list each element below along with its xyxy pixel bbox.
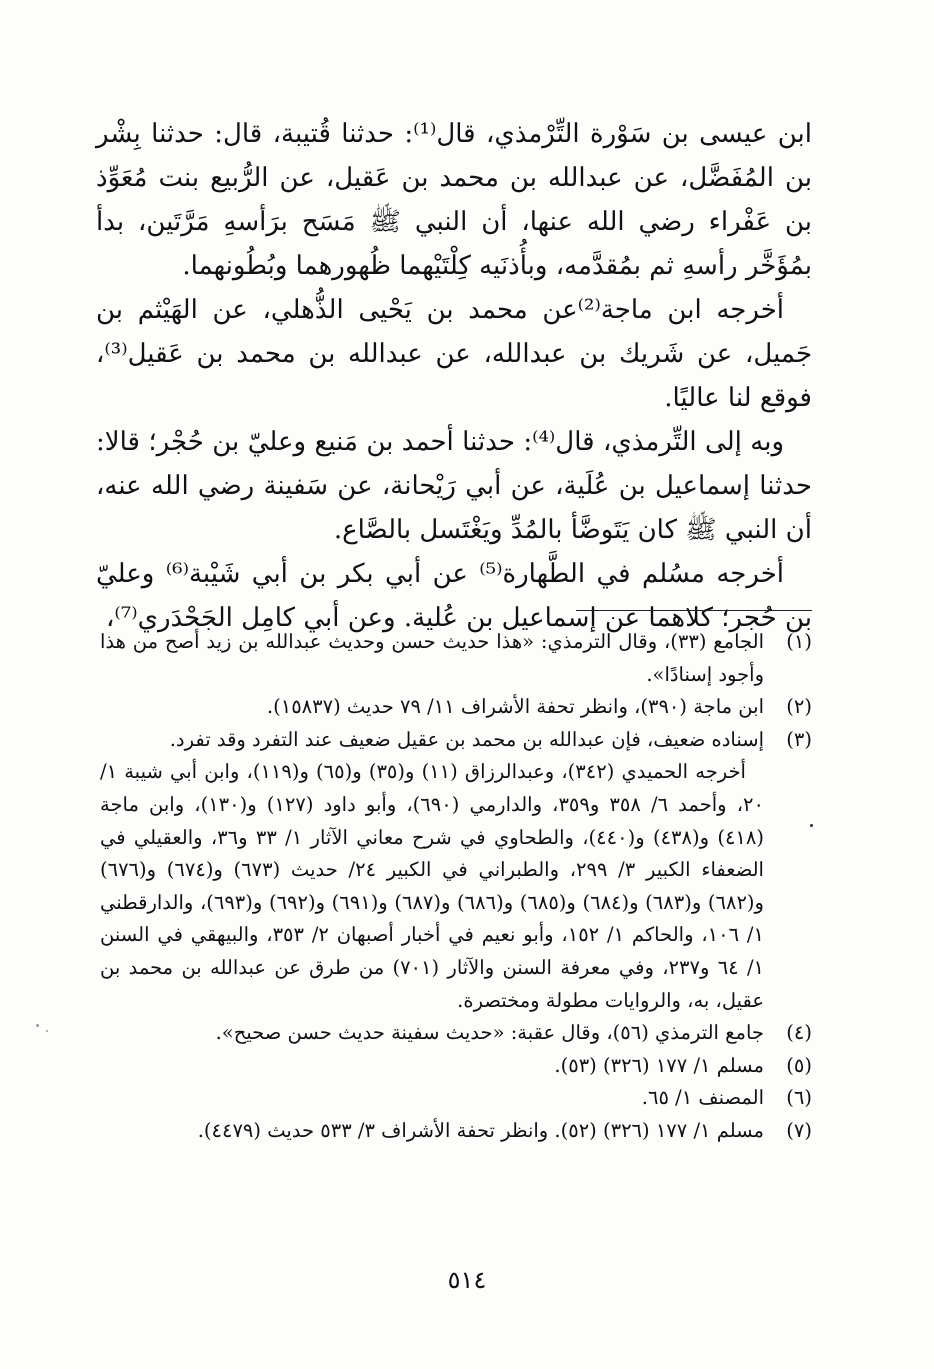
footnote-number: (٧) [786,1118,812,1142]
footnote-body [100,1050,764,1083]
footnote-3 [100,724,812,1017]
footnote-4 [100,1017,812,1050]
footnote-body [100,1017,764,1050]
footnote-line: أخرجه الحميدي (٣٤٢)، وعبدالرزاق (١١) و(٣٥) و(٦٥) و(١١٩)، وابن [204,760,746,784]
footnote-line: والحاكم ١/ ١٥٢، وأبو نعيم في أخبار أصبهان ٢/ ٣٥٣، والبيهقي في السنن [100,923,694,947]
text-line: أخرجه مسُلم في الطَّهارة⁽⁵⁾ عن أبي بكر بن أبي شَيْبة⁽⁶⁾ وعليّ بن [96,559,812,633]
text-line: المُفَضَّل، عن عبدالله بن محمد بن عَقيل، عن الرُّبيع بنت مُعَوِّذ بن عَفْراء [96,163,812,237]
footnote-body [100,626,764,691]
footnote-line: أبي شيبة ١/ ٢٠، وأحمد ٦/ ٣٥٨ و٣٥٩، والدارمي (٦٩٠)، وأبو داود [100,760,764,816]
footnote-body [100,691,764,724]
footnote-line: جامع الترمذي (٥٦)، وقال عقبة: «حديث سفينة حديث حسن صحيح». [215,1021,764,1045]
footnote-7 [100,1115,812,1148]
text-line: رضي الله عنها، أن النبي ﷺ مَسَح برَأسهِ مَرَّتَين، بدأ بمُؤَخَّر رأسهِ ثم [96,207,812,281]
footnote-text [100,691,764,724]
footnote-line: (١٢٧) و(١٣٠)، وابن ماجة (٤١٨) و(٤٣٨) و(٤٤٠)، والطحاوي في شرح [100,792,764,849]
footnote-text [100,1082,764,1115]
footnote-2 [100,691,812,724]
footnote-body [100,724,764,1017]
paragraph-3 [96,420,812,552]
footnote-line: من هذا وأجود إسنادًا». [100,630,764,686]
footnote-number: (٥) [786,1053,812,1077]
scan-speck [36,1024,39,1027]
text-line: حُجر؛ كلاهما عن إسماعيل بن عُلية. وعن أبي كامِل الجَحْدَري⁽⁷⁾، [106,603,777,633]
text-line: بمُقدَّمه، وبأُذنَيه كِلْتَيْهما ظُهورهما وبُطُونهما. [182,251,642,281]
footnote-5 [100,1050,812,1083]
footnote-line: الجامع (٣٣)، وقال الترمذي: «هذا حديث حسن وحديث عبدالله بن زيد أصح [164,630,764,653]
scan-speck [810,824,813,827]
main-text [96,112,812,640]
footnote-text [100,756,764,1017]
footnote-line: مسلم ١/ ١٧٧ (٣٢٦) (٥٢). وانظر تحفة الأشراف ٣/ ٥٣٣ حديث (٤٤٧٩). [197,1118,764,1142]
footnote-line: إسناده ضعيف، فإن عبدالله بن محمد بن عقيل ضعيف عند التفرد وقد تفرد. [169,727,764,751]
footnotes [100,626,812,1148]
footnote-line: ابن ماجة (٣٩٠)، وانظر تحفة الأشراف ١١/ ٧٩ حديث (١٥٨٣٧). [266,695,764,719]
footnote-line: محمد بن عقيل، به، والروايات مطولة ومختصرة. [100,955,764,1012]
text-line: ابن عيسى بن سَوْرة التِّرْمذي، قال⁽¹⁾: حدثنا قُتيبة، قال: حدثنا بِشْر بن [96,119,812,193]
footnote-line: الكبير ٢٤/ حديث (٦٧٣) و(٦٧٤) و(٦٧٦) و(٦٨٢) و(٦٨٣) و(٦٨٤) [100,858,764,914]
text-line: قالا: حدثنا إسماعيل بن عُلَية، عن أبي رَيْحانة، عن سَفينة رضي الله [96,427,812,501]
footnote-text [100,1017,764,1050]
footnote-text [100,626,764,691]
footnote-number: (٢) [786,695,812,719]
footnote-line: معاني الآثار ١/ ٣٣ و٣٦، والعقيلي في الضعفاء الكبير ٣/ ٢٩٩، والطبراني في [100,825,764,882]
footnote-line: و(٦٨٥) و(٦٨٦) و(٦٨٧) و(٦٩١) و(٦٩٢) و(٦٩٣)، والدارقطني ١/ ١٠٦، [100,890,764,947]
footnote-number: (١) [786,630,812,653]
paragraph-1 [96,112,812,288]
text-line: عنه، أن النبي ﷺ كان يَتَوضَّأ بالمُدِّ ويَغْتَسل بالصَّاع. [96,471,812,545]
footnote-separator [576,610,812,611]
footnote-number: (٤) [786,1021,812,1045]
footnote-text [100,724,764,757]
footnote-1 [100,626,812,691]
footnote-number: (٣) [786,727,812,751]
footnote-line: المصنف ١/ ٦٥. [641,1086,764,1110]
paragraph-2 [96,288,812,420]
footnote-text [100,1115,764,1148]
footnote-body [100,1115,764,1148]
page-number: ٥١٤ [447,1266,487,1294]
text-line: أخرجه ابن ماجة⁽²⁾عن محمد بن يَحْيى الذُّهلي، عن الهَيْثم بن جَميل، [96,295,813,369]
text-line: وبه إلى التِّرمذي، قال⁽⁴⁾: حدثنا أحمد بن مَنيع وعليّ بن حُجْر؛ [148,427,785,457]
footnote-line: ١/ ٦٤ و٢٣٧، وفي معرفة السنن والآثار (٧٠١) من طرق عن عبدالله بن [181,955,765,979]
scan-speck [46,1030,48,1032]
footnote-line: مسلم ١/ ١٧٧ (٣٢٦) (٥٣). [554,1053,764,1077]
footnote-body [100,1082,764,1115]
footnote-6 [100,1082,812,1115]
text-line: عن شَريك بن عبدالله، عن عبدالله بن محمد بن عَقيل⁽³⁾، فوقع لنا عاليًا. [96,339,812,413]
footnote-text [100,1050,764,1083]
footnote-number: (٦) [786,1086,812,1110]
